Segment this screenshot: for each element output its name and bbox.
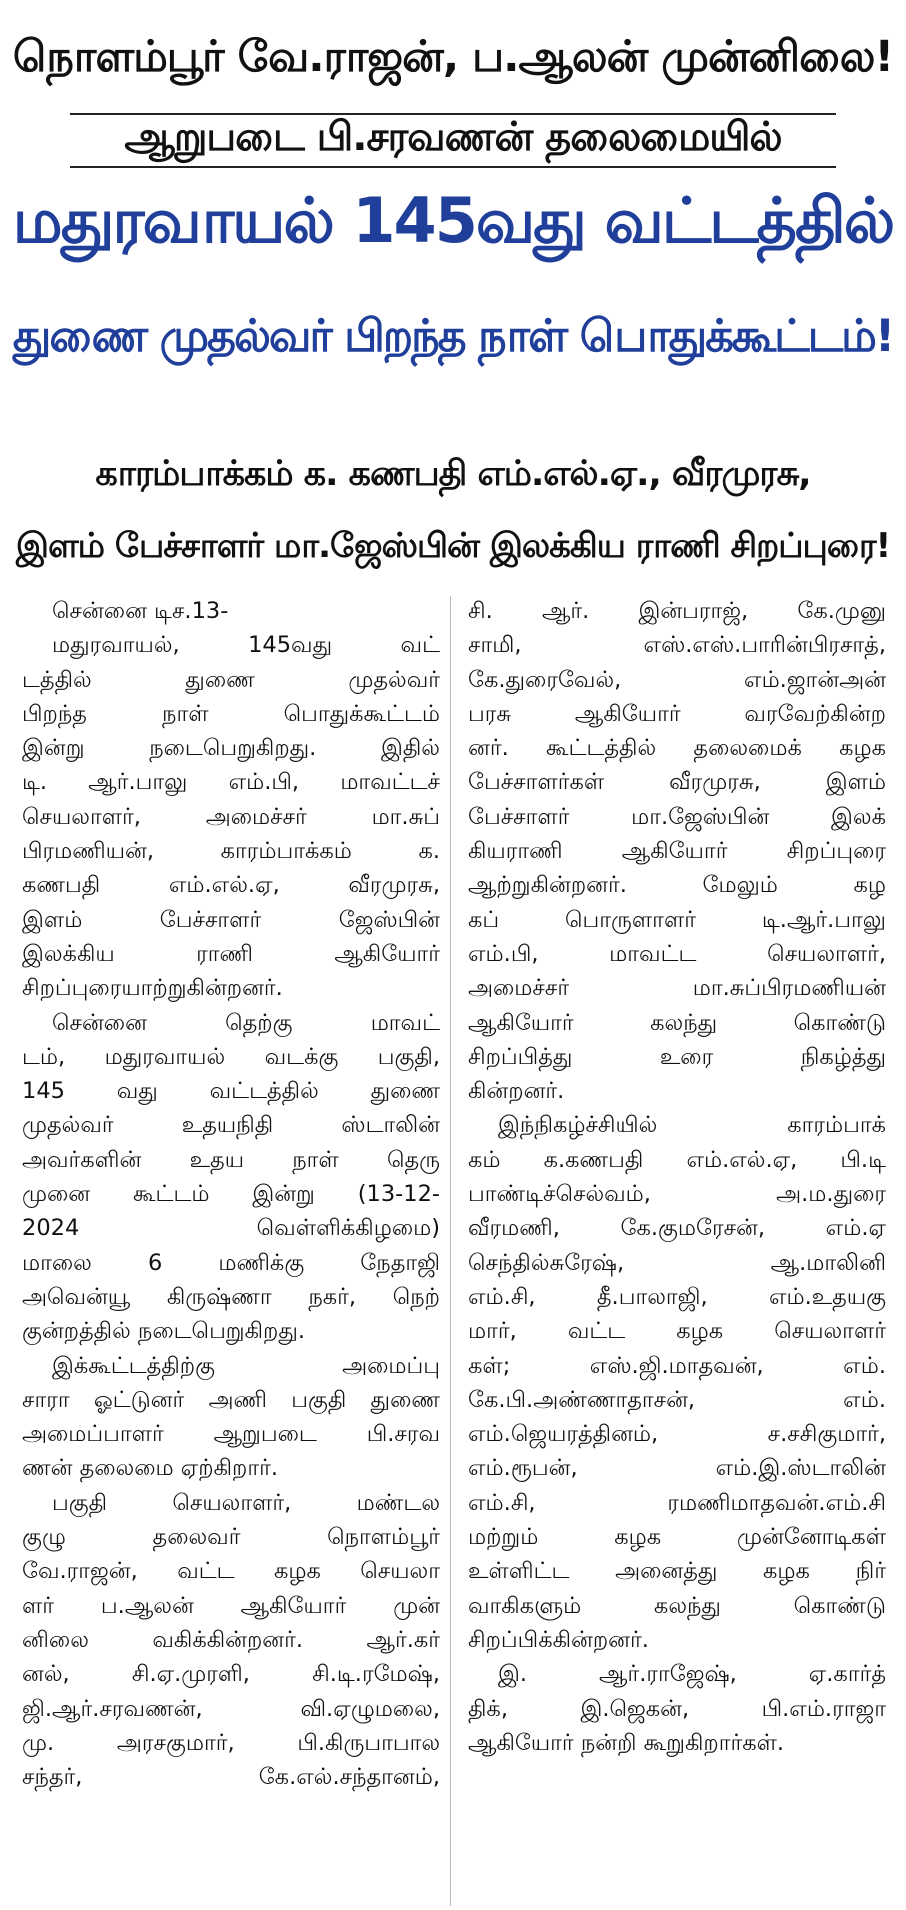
article-line: ஜி.ஆர்.சரவணன், வி.ஏழுமலை, — [22, 1695, 440, 1722]
article-line: மார், வட்ட கழக செயலாளர் — [468, 1318, 886, 1345]
article-line: பாண்டிச்செல்வம், அ.ம.துரை — [468, 1181, 886, 1208]
article-line: பேச்சாளர் மா.ஜேஸ்பின் இலக் — [468, 803, 886, 830]
article-line: 2024 வெள்ளிக்கிழமை) — [22, 1215, 440, 1242]
article-line: சென்னை தெற்கு மாவட் — [52, 1009, 440, 1036]
article-line: சிறப்பிக்கின்றனர். — [468, 1626, 649, 1653]
article-line: மாலை 6 மணிக்கு நேதாஜி — [22, 1249, 440, 1276]
article-line: உள்ளிட்ட அனைத்து கழக நிர் — [468, 1558, 886, 1585]
article-line: மதுரவாயல், 145வது வட் — [52, 632, 440, 659]
article-line: எம்.ஜெயரத்தினம், ச.சசிகுமார், — [468, 1421, 886, 1448]
article-line: அமைச்சர் மா.சுப்பிரமணியன் — [468, 975, 886, 1002]
article-line: னர். கூட்டத்தில் தலைமைக் கழக — [468, 735, 886, 762]
article-line: குன்றத்தில் நடைபெறுகிறது. — [22, 1318, 306, 1345]
article-line: ஆற்றுகின்றனர். மேலும் கழ — [468, 872, 886, 899]
article-line: வீரமணி, கே.குமரேசன், எம்.ஏ — [468, 1215, 886, 1242]
subheadline-line2: இளம் பேச்சாளர் மா.ஜேஸ்பின் இலக்கிய ராணி சிறப்புரை! — [15, 526, 891, 566]
article-line: பிறந்த நாள் பொதுக்கூட்டம் — [22, 700, 440, 727]
article-line: டி. ஆர்.பாலு எம்.பி, மாவட்டச் — [22, 769, 440, 796]
article-line: 145 வது வட்டத்தில் துணை — [22, 1078, 440, 1105]
article-line: முதல்வர் உதயநிதி ஸ்டாலின் — [22, 1112, 440, 1139]
article-line: டம், மதுரவாயல் வடக்கு பகுதி, — [22, 1043, 440, 1070]
article-line: எம்.ரூபன், எம்.இ.ஸ்டாலின் — [468, 1455, 886, 1482]
article-line: சாரா ஓட்டுனர் அணி பகுதி துணை — [22, 1386, 440, 1413]
article-line: சி. ஆர். இன்பராஜ், கே.முனு — [468, 598, 886, 624]
article-line: எம்.சி, ரமணிமாதவன்.எம்.சி — [468, 1489, 886, 1516]
article-line: ளர் ப.ஆலன் ஆகியோர் முன் — [22, 1592, 440, 1619]
article-line: குழு தலைவர் நொளம்பூர் — [22, 1524, 440, 1551]
article-line: மு. அரசகுமார், பி.கிருபாபால — [22, 1729, 440, 1756]
article-line: வாகிகளும் கலந்து கொண்டு — [468, 1592, 886, 1619]
article-line: கே.பி.அண்ணாதாசன், எம். — [468, 1386, 886, 1413]
article-line: பகுதி செயலாளர், மண்டல — [52, 1489, 440, 1516]
article-line: னல், சி.ஏ.முரளி, சி.டி.ரமேஷ், — [22, 1661, 440, 1688]
main-headline-line2: துணை முதல்வர் பிறந்த நாள் பொதுக்கூட்டம்! — [12, 310, 894, 362]
article-line: சிறப்புரையாற்றுகின்றனர். — [22, 975, 283, 1002]
article-line: இ. ஆர்.ராஜேஷ், ஏ.கார்த் — [498, 1661, 886, 1688]
article-line: கணபதி எம்.எல்.ஏ, வீரமுரசு, — [22, 872, 440, 899]
article-line: னிலை வகிக்கின்றனர். ஆர்.கர் — [22, 1626, 440, 1653]
subheadline-line1: காரம்பாக்கம் க. கணபதி எம்.எல்.ஏ., வீரமுரசு, — [95, 454, 811, 494]
article-line: மற்றும் கழக முன்னோடிகள் — [468, 1524, 886, 1551]
article-line: கின்றனர். — [468, 1078, 565, 1105]
article-line: கப் பொருளாளர் டி.ஆர்.பாலு — [468, 906, 886, 933]
article-line: சாமி, எஸ்.எஸ்.பாரின்பிரசாத், — [468, 632, 886, 659]
article-line: இக்கூட்டத்திற்கு அமைப்பு — [52, 1352, 440, 1379]
article-line: இன்று நடைபெறுகிறது. இதில் — [22, 735, 440, 762]
article-line: இலக்கிய ராணி ஆகியோர் — [22, 940, 440, 967]
main-headline-line1: மதுரவாயல் 145வது வட்டத்தில் — [12, 184, 894, 257]
article-line: ணன் தலைமை ஏற்கிறார். — [22, 1455, 279, 1482]
headline-second: ஆறுபடை பி.சரவணன் தலைமையில் — [124, 113, 782, 160]
article-line: ஆகியோர் நன்றி கூறுகிறார்கள். — [468, 1729, 785, 1756]
article-line: ஆகியோர் கலந்து கொண்டு — [468, 1009, 886, 1036]
article-line: சந்தர், கே.எல்.சந்தானம், — [22, 1764, 440, 1791]
article-column-left — [22, 594, 440, 1794]
article-line: அமைப்பாளர் ஆறுபடை பி.சரவ — [22, 1421, 440, 1448]
article-line: அவென்யூ கிருஷ்ணா நகர், நெற் — [22, 1283, 440, 1310]
article-line: பிரமணியன், காரம்பாக்கம் க. — [22, 838, 440, 865]
article-line: கே.துரைவேல், எம்.ஜான்அன் — [468, 666, 886, 693]
article-line: முனை கூட்டம் இன்று (13-12- — [22, 1181, 440, 1208]
article-line: கம் க.கணபதி எம்.எல்.ஏ, பி.டி — [468, 1146, 886, 1173]
article-line: செந்தில்சுரேஷ், ஆ.மாலினி — [468, 1249, 886, 1276]
article-line: இளம் பேச்சாளர் ஜேஸ்பின் — [22, 906, 440, 933]
column-divider — [450, 596, 451, 1906]
article-line: கள்; எஸ்.ஜி.மாதவன், எம். — [468, 1352, 886, 1379]
article-line: கியராணி ஆகியோர் சிறப்புரை — [468, 838, 886, 865]
article-line: திக், இ.ஜெகன், பி.எம்.ராஜா — [468, 1695, 886, 1722]
article-line: வே.ராஜன், வட்ட கழக செயலா — [22, 1558, 440, 1585]
article-line: சிறப்பித்து உரை நிகழ்த்து — [468, 1043, 886, 1070]
article-line: பரசு ஆகியோர் வரவேற்கின்ற — [468, 700, 886, 727]
article-line: பேச்சாளர்கள் வீரமுரசு, இளம் — [468, 769, 886, 796]
article-line: டத்தில் துணை முதல்வர் — [22, 666, 440, 693]
article-line: சென்னை டிச.13- — [52, 598, 229, 624]
rule-second — [70, 166, 836, 168]
article-line: செயலாளர், அமைச்சர் மா.சுப் — [22, 803, 440, 830]
article-line: எம்.பி, மாவட்ட செயலாளர், — [468, 940, 886, 967]
article-line: அவர்களின் உதய நாள் தெரு — [22, 1146, 440, 1173]
article-line: எம்.சி, தீ.பாலாஜி, எம்.உதயகு — [468, 1283, 886, 1310]
headline-top: நொளம்பூர் வே.ராஜன், ப.ஆலன் முன்னிலை! — [12, 31, 894, 82]
article-column-right — [468, 594, 886, 1760]
article-line: இந்நிகழ்ச்சியில் காரம்பாக் — [498, 1112, 886, 1139]
